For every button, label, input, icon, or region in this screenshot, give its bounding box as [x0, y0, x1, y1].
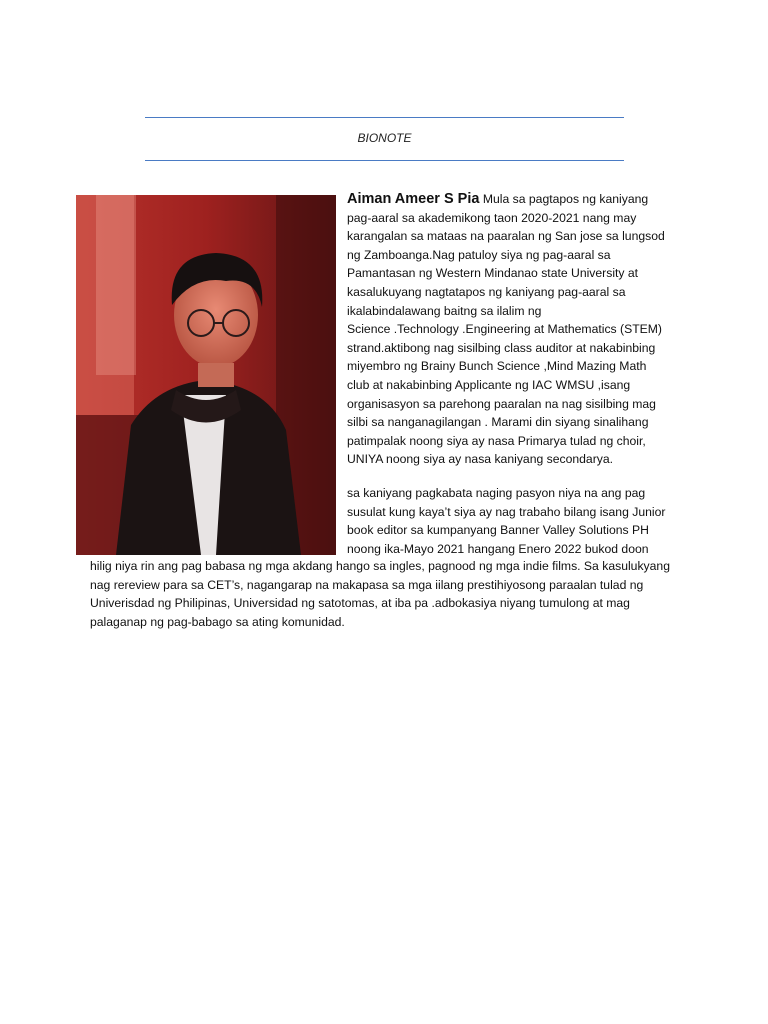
bionote-line: ikalabindalawang baitng sa ilalim ng: [347, 303, 542, 318]
bionote-line: Science .Technology .Engineering at Mathematics (STEM): [347, 322, 662, 337]
portrait-photo: [76, 195, 336, 555]
bionote-line: silbi sa nanganagilangan . Marami din siyang sinalihang: [347, 415, 649, 430]
bionote-line: organisasyon sa parehong paaralan na nag sisilbing mag: [347, 396, 656, 411]
bionote-paragraph-2: [347, 484, 677, 558]
bionote-line: karangalan sa mataas na paaralan ng San jose sa lungsod: [347, 229, 665, 244]
bionote-intro: [347, 190, 677, 469]
bionote-line-text: Mula sa pagtapos ng kaniyang: [482, 192, 649, 206]
bionote-line: noong ika-Mayo 2021 hangang Enero 2022 bukod doon: [347, 541, 649, 556]
bionote-line: Pamantasan ng Western Mindanao state University at: [347, 266, 639, 281]
bionote-line: patimpalak noong siya ay nasa Primarya tulad ng choir,: [347, 433, 646, 448]
bionote-line: ng Zamboanga.Nag patuloy siya ng pag-aaral sa: [347, 247, 611, 262]
bionote-line: pag-aaral sa akademikong taon 2020-2021 nang may: [347, 210, 637, 225]
bionote-line: sa kaniyang pagkabata naging pasyon niya na ang pag: [347, 486, 646, 500]
bionote-line: hilig niya rin ang pag babasa ng mga akdang hango sa ingles, pagnood ng mga indie films. Sa kasulukyang: [90, 559, 670, 573]
bionote-paragraph-3: [90, 557, 690, 631]
author-name: Aiman Ameer S Pia: [347, 191, 480, 207]
bionote-line: susulat kung kaya’t siya ay nag trabaho bilang isang Junior: [347, 504, 666, 519]
bionote-line: book editor sa kumpanyang Banner Valley Solutions PH: [347, 523, 649, 538]
bionote-line: [347, 190, 677, 209]
bionote-line: kasalukuyang nagtatapos ng kaniyang pag-aaral sa: [347, 284, 626, 299]
bionote-line: palaganap ng pag-babago sa ating komunidad.: [90, 614, 345, 629]
portrait-illustration: [76, 195, 336, 555]
bionote-line: club at nakabinbing Applicante ng IAC WMSU ,isang: [347, 377, 631, 392]
bionote-line: UNIYA noong siya ay nasa kaniyang secondarya.: [347, 452, 614, 467]
bionote-heading: BIONOTE: [357, 131, 412, 145]
bionote-line: miyembro ng Brainy Bunch Science ,Mind Mazing Math: [347, 359, 647, 374]
bionote-line: nag rereview para sa CET’s, nagangarap na makapasa sa mga iilang prestihiyosong paraalan tulad ng: [90, 577, 644, 592]
top-rule: [145, 117, 624, 118]
bottom-rule: [145, 160, 624, 161]
bionote-line: strand.aktibong nag sisilbing class auditor at nakabinbing: [347, 340, 656, 355]
bionote-line: Univerisdad ng Philipinas, Universidad ng satotomas, at iba pa .adbokasiya niyang tumulong at mag: [90, 596, 630, 611]
